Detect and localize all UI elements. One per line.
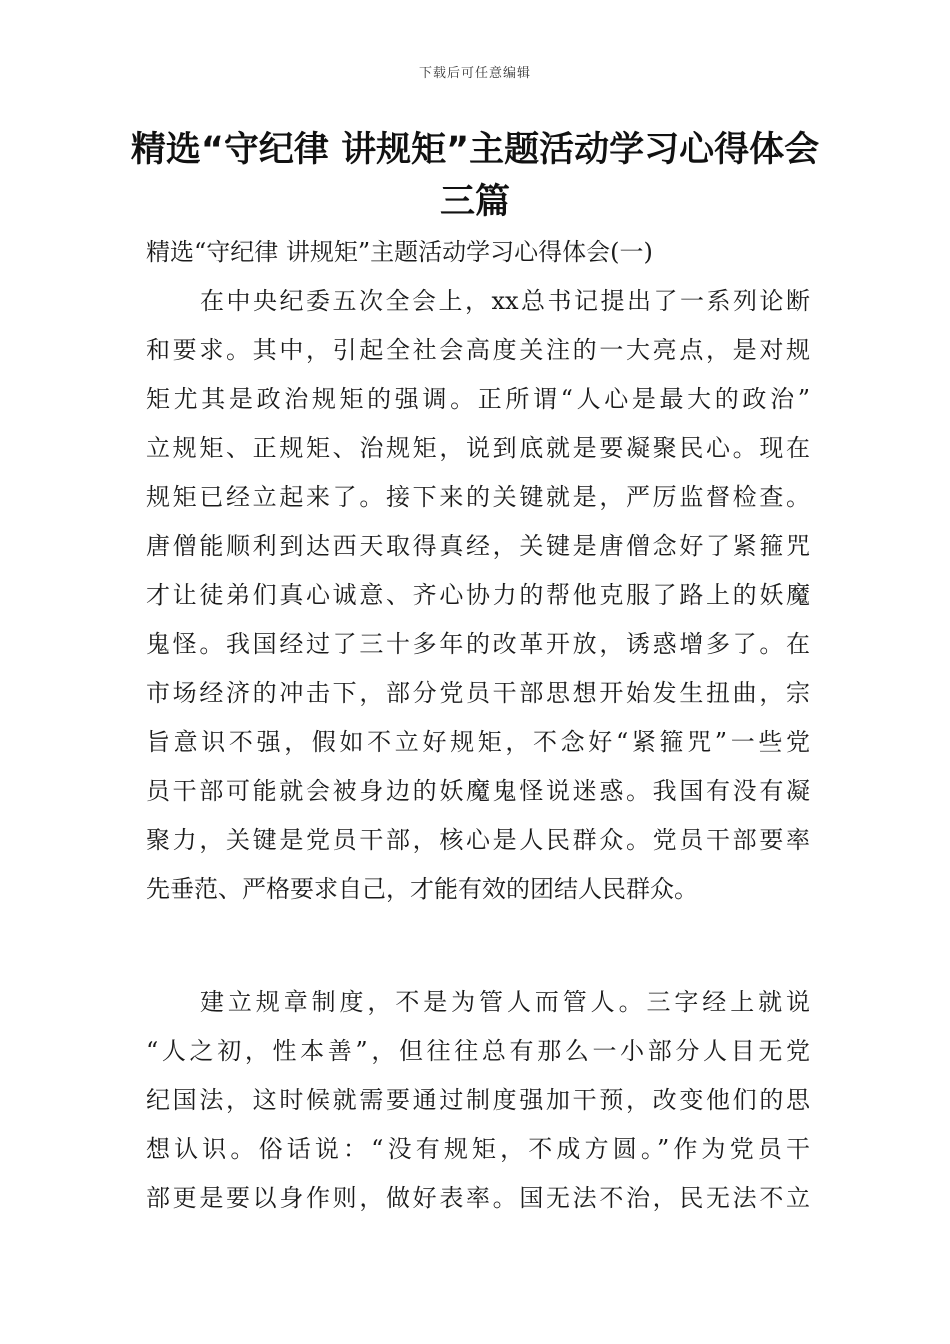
section-subtitle: 精选“守纪律 讲规矩”主题活动学习心得体会(一) — [146, 238, 653, 266]
paragraph-line: 规矩已经立起来了。接下来的关键就是，严厉监督检查。 — [146, 483, 810, 511]
paragraph-line: 部更是要以身作则，做好表率。国无法不治，民无法不立 — [146, 1184, 810, 1212]
paragraph-line: 员干部可能就会被身边的妖魔鬼怪说迷惑。我国有没有凝 — [146, 777, 810, 805]
paragraph-line: 矩尤其是政治规矩的强调。正所谓“人心是最大的政治” — [146, 385, 810, 413]
paragraph-line: 想认识。俗话说：“没有规矩，不成方圆。”作为党员干 — [146, 1135, 810, 1163]
paragraph-line: 和要求。其中，引起全社会高度关注的一大亮点，是对规 — [146, 336, 810, 364]
paragraph-line: 唐僧能顺利到达西天取得真经，关键是唐僧念好了紧箍咒 — [146, 532, 810, 560]
paragraph-line: 市场经济的冲击下，部分党员干部思想开始发生扭曲，宗 — [146, 679, 810, 707]
paragraph-1 — [146, 277, 810, 914]
paragraph-spacer — [146, 914, 810, 978]
paragraph-line: “人之初，性本善”，但往往总有那么一小部分人目无党 — [146, 1037, 810, 1065]
paragraph-line: 聚力，关键是党员干部，核心是人民群众。党员干部要率 — [146, 826, 810, 854]
document-body — [146, 228, 810, 1223]
paragraph-line: 立规矩、正规矩、治规矩，说到底就是要凝聚民心。现在 — [146, 434, 810, 462]
paragraph-line: 纪国法，这时候就需要通过制度强加干预，改变他们的思 — [146, 1086, 810, 1114]
paragraph-line: 在中央纪委五次全会上，xx总书记提出了一系列论断 — [200, 287, 810, 315]
header-note: 下载后可任意编辑 — [418, 66, 531, 81]
paragraph-line: 建立规章制度，不是为管人而管人。三字经上就说 — [200, 988, 810, 1016]
paragraph-line: 旨意识不强，假如不立好规矩，不念好“紧箍咒”一些党 — [146, 728, 810, 756]
paragraph-line: 才让徒弟们真心诚意、齐心协力的帮他克服了路上的妖魔 — [146, 581, 810, 609]
paragraph-2 — [146, 978, 810, 1223]
paragraph-line: 先垂范、严格要求自己，才能有效的团结人民群众。 — [146, 875, 698, 903]
paragraph-line: 鬼怪。我国经过了三十多年的改革开放，诱惑增多了。在 — [146, 630, 810, 658]
document-title: 精选“守纪律 讲规矩”主题活动学习心得体会三篇 — [130, 130, 820, 222]
